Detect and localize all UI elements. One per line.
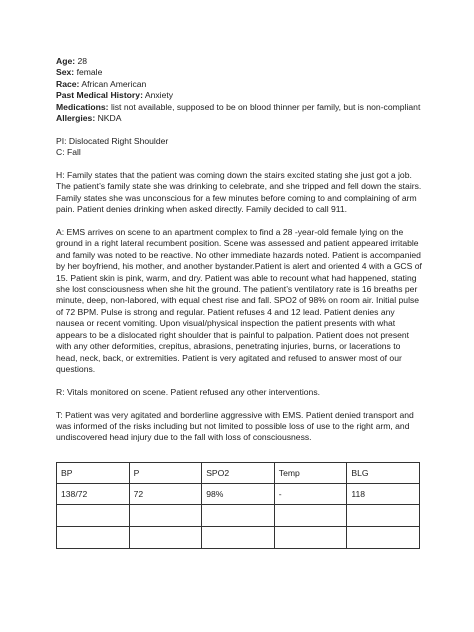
cell-blg xyxy=(347,527,420,549)
allergies-value: NKDA xyxy=(97,113,122,124)
vitals-table xyxy=(56,462,420,549)
medications-line: Medications: list not available, supposed to be on blood thinner per family, but is non-compliant xyxy=(56,101,421,112)
cell-spo2 xyxy=(202,527,275,549)
history-paragraph: H: Family states that the patient was coming down the stairs excited stating she just got a job. The patient’s family state she was drinking to celebrate, and she tripped and fell down the stairs. Family states she was unconscious for a few minutes before coming to and complaining of arm pain. Patient denies drinking when asked directly. Family decided to call 911. xyxy=(56,170,422,215)
cell-p xyxy=(129,505,202,527)
cell-blg: 118 xyxy=(347,484,420,505)
reassessment-paragraph: R: Vitals monitored on scene. Patient refused any other interventions. xyxy=(56,386,321,397)
pmh-line: Past Medical History: Anxiety xyxy=(56,90,174,101)
medications-label: Medications xyxy=(56,101,106,112)
transport-paragraph: T: Patient was very agitated and borderline aggressive with EMS. Patient denied transport and was informed of the risks including but not limited to possible loss of use to the right arm, and undiscovered head injury due to the fall with loss of consciousness. xyxy=(56,409,414,443)
header-cell-bp: BP xyxy=(57,463,130,484)
sex-line: Sex: female xyxy=(56,67,103,78)
assessment-paragraph: A: EMS arrives on scene to an apartment complex to find a 28 -year-old female lying on the ground in a right lateral recumbent position. Scene was assessed and patient appeared irritable and family was noted to be reactive. No other immediate hazards noted. Patient is accompanied by her boyfriend, his mother, and another bystander.Patient is alert and oriented 4 with a GCS of 15. Patient skin is pink, warm, and dry. Patient was able to recount what had happened, stating she lost consciousness when she hit the ground. The patient’s ventilatory rate is 16 breaths per minute, deep, non-labored, with equal chest rise and fall. SPO2 of 98% on room air. Initial pulse of 72 BPM. Pulse is strong and regular. Patient refuses 4 and 12 lead. Patient denies any nausea or recent vomiting. Upon visual/physical inspection the patient presents with what appears to be a dislocated right shoulder that is painful to palpation. Patient does not present with any other deformities, crepitus, abrasions, penetrating injuries, burns, or lacerations to head, neck, back, or extremities. Patient is very agitated and refused to answer most of our questions. xyxy=(56,227,422,374)
cell-spo2 xyxy=(202,505,275,527)
cell-p xyxy=(129,527,202,549)
age-label: Age xyxy=(56,56,73,66)
medications-value: list not available, supposed to be on blood thinner per family, but is non-compliant xyxy=(110,101,421,112)
cell-bp xyxy=(57,527,130,549)
cell-temp xyxy=(274,505,347,527)
cell-bp: 138/72 xyxy=(57,484,130,505)
allergies-label: Allergies xyxy=(56,113,93,124)
cell-p: 72 xyxy=(129,484,202,505)
cell-blg xyxy=(347,505,420,527)
header-cell-temp: Temp xyxy=(274,463,347,484)
pi-line: PI: Dislocated Right Shoulder xyxy=(56,135,169,146)
race-line: Race: African American xyxy=(56,78,147,89)
age-value: 28 xyxy=(77,56,88,66)
allergies-line: Allergies: NKDA xyxy=(56,113,122,124)
age-line: Age: 28 xyxy=(56,56,88,66)
cell-temp: - xyxy=(274,484,347,505)
cell-temp xyxy=(274,527,347,549)
table-row xyxy=(57,505,420,527)
cell-bp xyxy=(57,505,130,527)
sex-value: female xyxy=(76,67,103,78)
pmh-value: Anxiety xyxy=(144,90,174,101)
header-cell-blg: BLG xyxy=(347,463,420,484)
cell-spo2: 98% xyxy=(202,484,275,505)
race-label: Race xyxy=(56,78,77,89)
report-body xyxy=(56,56,422,444)
race-value: African American xyxy=(81,78,147,89)
vitals-header-row xyxy=(57,463,420,484)
complaint-line: C: Fall xyxy=(56,147,81,158)
header-cell-p: P xyxy=(129,463,202,484)
header-cell-spo2: SPO2 xyxy=(202,463,275,484)
table-row xyxy=(57,484,420,505)
table-row xyxy=(57,527,420,549)
sex-label: Sex xyxy=(56,67,72,78)
pmh-label: Past Medical History xyxy=(56,90,141,101)
